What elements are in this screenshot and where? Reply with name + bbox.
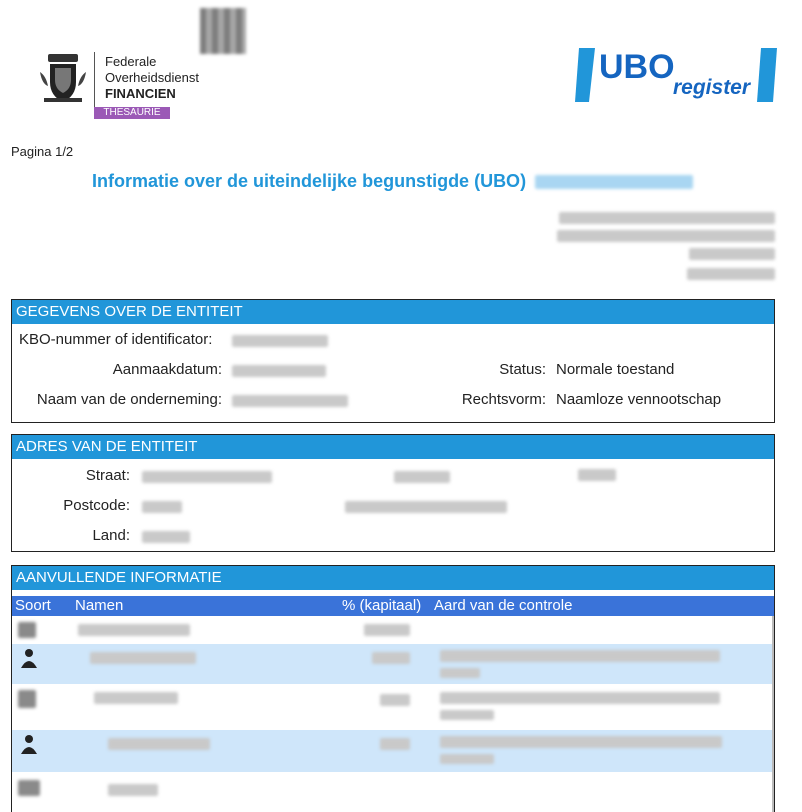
additional-info-section-header: AANVULLENDE INFORMATIE [12, 566, 774, 590]
address-section [11, 434, 775, 552]
entity-type-icon [18, 622, 36, 638]
column-header-capital: % (kapitaal) [342, 597, 422, 614]
coat-of-arms-logo [38, 50, 88, 106]
country-label: Land: [92, 527, 130, 544]
postcode-value [142, 501, 182, 513]
postcode-label: Postcode: [63, 497, 130, 514]
column-header-control: Aard van de controle [434, 597, 573, 614]
column-header-type: Soort [15, 597, 51, 614]
org-badge: THESAURIE [94, 107, 170, 119]
company-name-label: Naam van de onderneming: [36, 391, 222, 408]
redacted-recipient-address [555, 212, 775, 288]
house-number-value [394, 471, 450, 483]
street-label: Straat: [85, 467, 130, 484]
country-value [142, 531, 190, 543]
ubo-logo-sub-text: register [673, 76, 751, 99]
creation-date-value [232, 365, 326, 377]
legal-form-label: Rechtsvorm: [461, 391, 546, 408]
status-label: Status: [499, 361, 546, 378]
page-number: Pagina 1/2 [11, 144, 74, 159]
additional-info-section [11, 565, 775, 812]
table-row [12, 644, 774, 684]
table-row [12, 730, 774, 772]
table-row [12, 686, 774, 728]
document-title [92, 171, 693, 192]
status-value: Normale toestand [556, 361, 675, 378]
person-icon [20, 648, 38, 673]
address-section-header: ADRES VAN DE ENTITEIT [12, 435, 774, 459]
kbo-number-label: KBO-nummer of identificator: [19, 331, 213, 348]
table-header-row [12, 596, 774, 616]
legal-form-value: Naamloze vennootschap [556, 391, 722, 408]
column-header-names: Namen [75, 597, 124, 614]
redacted-entity-name [535, 175, 693, 189]
municipality-value [345, 501, 507, 513]
person-icon [20, 734, 38, 759]
org-name-line2: Overheidsdienst [105, 70, 199, 85]
document-title-text: Informatie over de uiteindelijke begunstigde (UBO) [92, 171, 527, 191]
kbo-number-value [232, 335, 328, 347]
qr-code [200, 8, 246, 54]
org-name-line3: FINANCIEN [105, 86, 176, 101]
ubo-register-logo [575, 48, 777, 102]
table-row [12, 618, 774, 642]
entity-type-icon [18, 780, 40, 796]
ubo-logo-main-text: UBO [599, 48, 675, 86]
table-scrollbar[interactable] [772, 616, 774, 812]
org-name-line1: Federale [105, 54, 157, 69]
entity-type-icon [18, 690, 36, 708]
entity-section [11, 299, 775, 423]
entity-section-header: GEGEVENS OVER DE ENTITEIT [12, 300, 774, 324]
company-name-value [232, 395, 348, 407]
table-row [12, 774, 774, 804]
creation-date-label: Aanmaakdatum: [112, 361, 222, 378]
box-value [578, 469, 616, 481]
street-value [142, 471, 272, 483]
